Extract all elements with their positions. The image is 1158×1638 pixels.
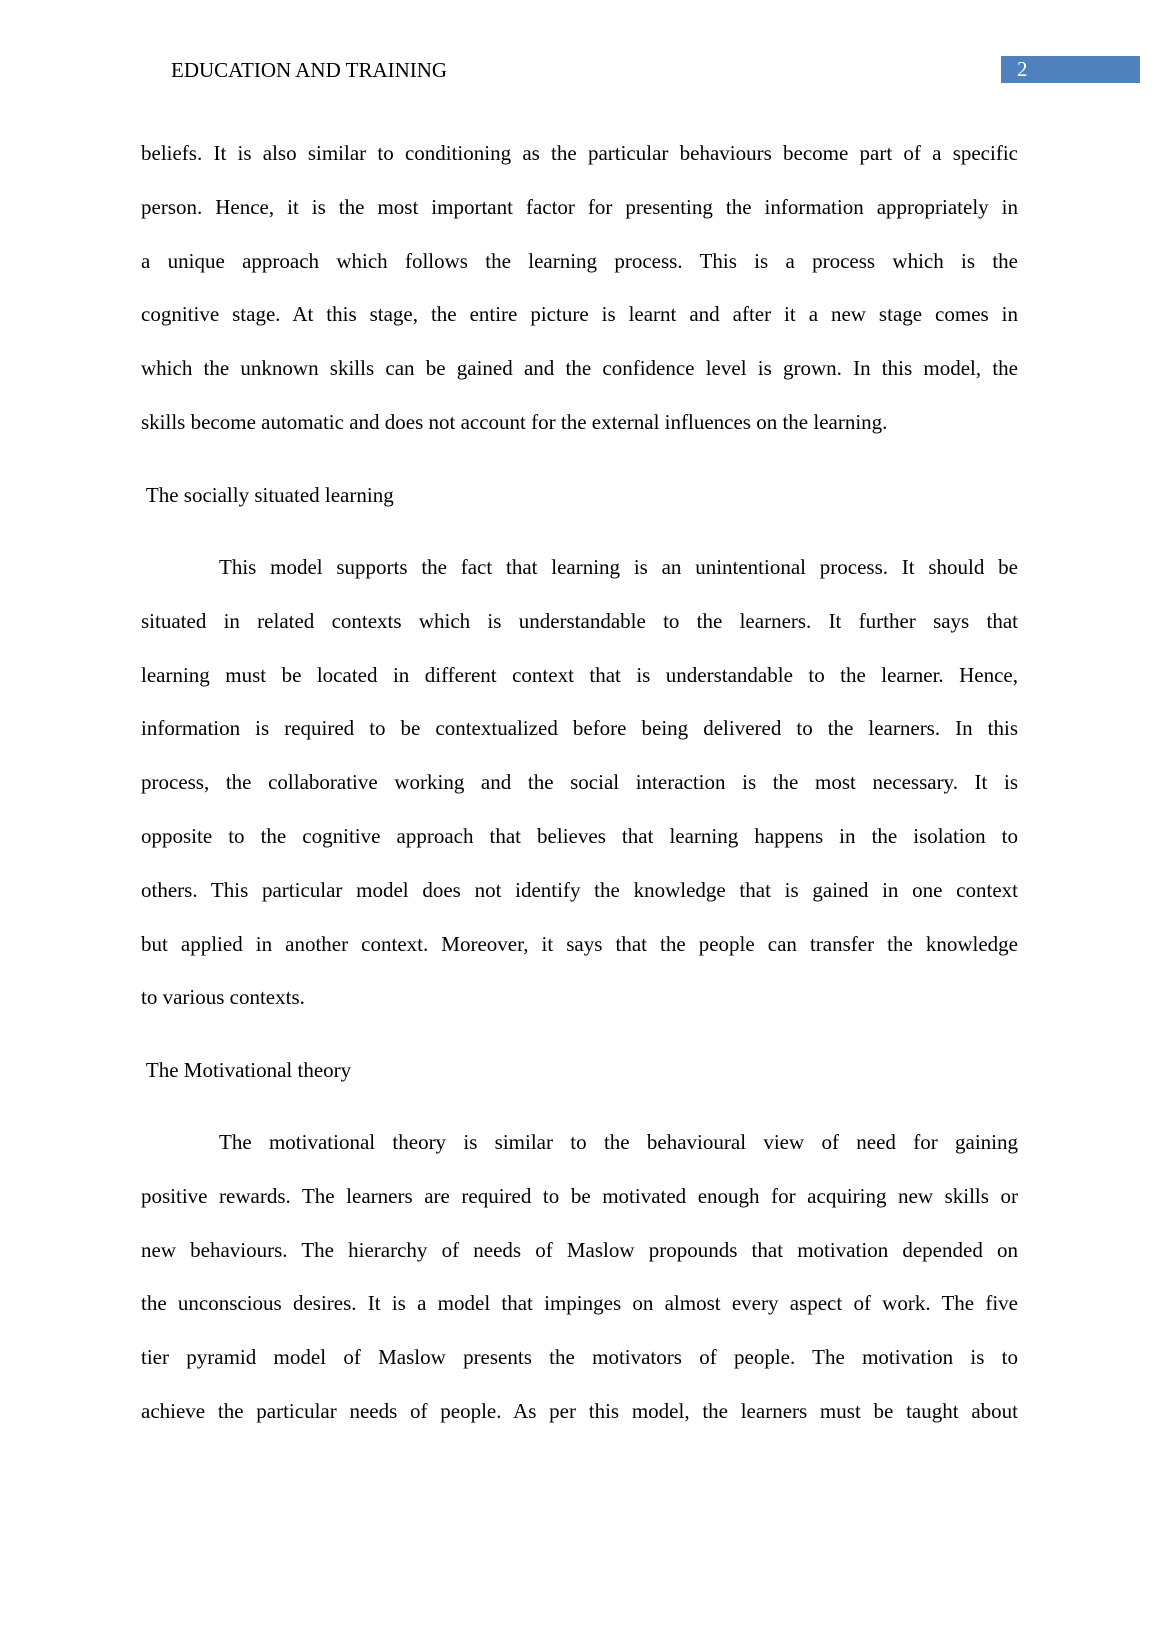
text-line: tier pyramid model of Maslow presents the motivators of people. The motivation is to	[141, 1345, 1018, 1370]
section-heading-socially-situated: The socially situated learning	[141, 483, 394, 507]
text-line: the unconscious desires. It is a model that impinges on almost every aspect of work. The five	[141, 1291, 1018, 1316]
text-line: person. Hence, it is the most important factor for presenting the information appropriately in	[141, 194, 1018, 219]
text-line: cognitive stage. At this stage, the entire picture is learnt and after it a new stage comes in	[141, 302, 1018, 327]
text-line: process, the collaborative working and the social interaction is the most necessary. It is	[141, 770, 1018, 795]
text-line: opposite to the cognitive approach that believes that learning happens in the isolation to	[141, 823, 1018, 848]
text-line: a unique approach which follows the learning process. This is a process which is the	[141, 248, 1018, 273]
text-line: situated in related contexts which is understandable to the learners. It further says that	[141, 608, 1018, 633]
text-line: The motivational theory is similar to the behavioural view of need for gaining	[219, 1130, 1018, 1154]
text-line: positive rewards. The learners are required to be motivated enough for acquiring new skills or	[141, 1183, 1018, 1208]
text-line: but applied in another context. Moreover, it says that the people can transfer the knowledge	[141, 931, 1018, 956]
paragraph-1	[141, 127, 1018, 450]
text-line: information is required to be contextualized before being delivered to the learners. In this	[141, 716, 1018, 741]
text-line: beliefs. It is also similar to conditioning as the particular behaviours become part of a specific	[141, 141, 1018, 165]
paragraph-3	[141, 1116, 1018, 1439]
text-line: skills become automatic and does not account for the external influences on the learning.	[141, 409, 888, 434]
page-number-box	[1001, 56, 1140, 83]
text-line: which the unknown skills can be gained and the confidence level is grown. In this model, the	[141, 356, 1018, 381]
paragraph-2	[141, 541, 1018, 1025]
text-line: new behaviours. The hierarchy of needs of Maslow propounds that motivation depended on	[141, 1237, 1018, 1262]
text-line: learning must be located in different context that is understandable to the learner. Hence,	[141, 662, 1018, 687]
text-line: others. This particular model does not identify the knowledge that is gained in one context	[141, 877, 1018, 902]
text-line: This model supports the fact that learning is an unintentional process. It should be	[219, 555, 1018, 579]
text-line: achieve the particular needs of people. As per this model, the learners must be taught about	[141, 1398, 1018, 1423]
section-heading-motivational-theory: The Motivational theory	[141, 1058, 352, 1082]
running-header: EDUCATION AND TRAINING	[171, 58, 448, 82]
text-line: to various contexts.	[141, 985, 305, 1010]
page-number: 2	[1017, 57, 1028, 81]
